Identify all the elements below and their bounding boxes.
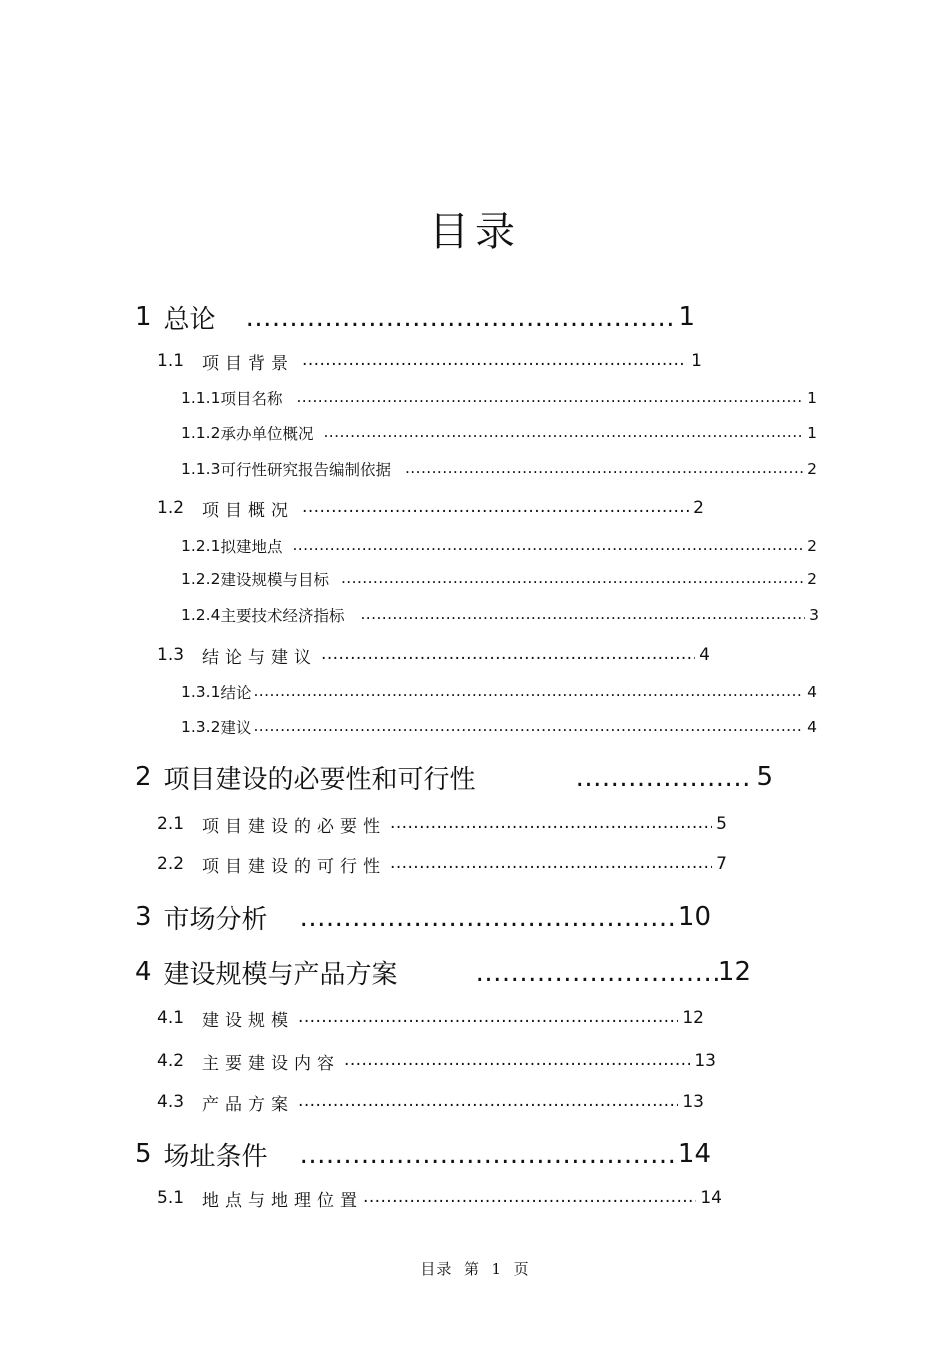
toc-entry[interactable]: [157, 642, 710, 668]
toc-page: 14: [677, 1139, 711, 1169]
toc-leader: [298, 1009, 678, 1027]
toc-number: 1.1: [157, 351, 185, 371]
toc-label: 承办单位概况: [220, 425, 314, 443]
toc-label: 市场分析: [163, 904, 268, 935]
toc-label: 结论与建议: [202, 647, 318, 668]
toc-page: 3: [809, 606, 819, 624]
toc-label: 建设规模: [202, 1010, 295, 1031]
toc-entry[interactable]: [135, 952, 751, 992]
toc-page: 2: [807, 570, 817, 588]
toc-number: 4.3: [157, 1092, 185, 1112]
toc-leader: [321, 646, 695, 664]
toc-page: 12: [682, 1008, 704, 1028]
toc-entry[interactable]: [135, 297, 695, 337]
toc-leader: [253, 684, 803, 700]
toc-number: 4.2: [157, 1051, 185, 1071]
toc-entry[interactable]: [135, 897, 711, 937]
toc-page: 4: [807, 718, 817, 736]
toc-leader: [296, 390, 803, 406]
toc-number: 3: [135, 902, 152, 932]
toc-number: 1.3.2: [181, 718, 221, 736]
toc-entry[interactable]: [157, 1048, 716, 1074]
page-title: 目录: [429, 209, 521, 255]
toc-entry[interactable]: [157, 1005, 704, 1031]
toc-page: 13: [682, 1092, 704, 1112]
toc-number: 1.1.1: [181, 389, 221, 407]
toc-number: 1.1.3: [181, 460, 221, 478]
toc-entry[interactable]: [135, 757, 773, 797]
toc-number: 1.3: [157, 645, 185, 665]
toc-number: 1.2.1: [181, 537, 221, 555]
toc-number: 1.2.4: [181, 606, 221, 624]
toc-label: 产品方案: [202, 1094, 295, 1115]
toc-label: 项目背景: [202, 353, 295, 374]
toc-number: 1.2.2: [181, 570, 221, 588]
toc-leader: [360, 607, 805, 623]
toc-entry[interactable]: [181, 421, 817, 445]
toc-number: 1.3.1: [181, 683, 221, 701]
toc-label: 总论: [163, 304, 216, 335]
toc-number: 2.1: [157, 814, 185, 834]
toc-label: 建设规模与目标: [220, 571, 329, 589]
toc-number: 1: [135, 302, 152, 332]
toc-page: 2: [807, 460, 817, 478]
toc-label: 主要技术经济指标: [220, 607, 345, 625]
toc-leader: [390, 855, 712, 873]
toc-leader: [302, 499, 689, 517]
toc-number: 5.1: [157, 1188, 185, 1208]
toc-entry[interactable]: [157, 1089, 704, 1115]
toc-entry[interactable]: [157, 348, 702, 374]
toc-entry[interactable]: [181, 534, 817, 558]
toc-page: 5: [716, 814, 727, 834]
toc-label: 项目建设的可行性: [202, 856, 387, 877]
toc-entry[interactable]: [181, 603, 819, 627]
toc-number: 1.1.2: [181, 424, 221, 442]
toc-leader: [476, 956, 718, 988]
toc-label: 项目建设的必要性: [202, 816, 387, 837]
toc-number: 1.2: [157, 498, 185, 518]
toc-label: 建议: [220, 719, 252, 737]
toc-entry[interactable]: [157, 811, 727, 837]
toc-page: 10: [677, 902, 711, 932]
toc-leader: [292, 538, 803, 554]
toc-label: 项目名称: [220, 390, 283, 408]
toc-entry[interactable]: [181, 715, 817, 739]
toc-label: 拟建地点: [220, 538, 283, 556]
toc-label: 结论: [220, 684, 252, 702]
toc-entry[interactable]: [135, 1134, 711, 1174]
toc-label: 主要建设内容: [202, 1053, 341, 1074]
toc-label: 地点与地理位置: [202, 1190, 364, 1211]
toc-leader: [302, 352, 687, 370]
toc-page: 12: [717, 957, 751, 987]
toc-page: 4: [699, 645, 710, 665]
toc-leader: [300, 901, 678, 933]
toc-page: 1: [807, 389, 817, 407]
toc-leader: [390, 815, 712, 833]
toc-leader: [253, 719, 803, 735]
toc-label: 项目概况: [202, 500, 295, 521]
toc-entry[interactable]: [157, 495, 704, 521]
toc-leader: [341, 571, 803, 587]
toc-page: 7: [716, 854, 727, 874]
toc-leader: [576, 761, 751, 793]
toc-number: 2.2: [157, 854, 185, 874]
toc-entry[interactable]: [157, 1185, 722, 1211]
toc-label: 可行性研究报告编制依据: [220, 461, 391, 479]
toc-label: 场址条件: [163, 1141, 268, 1172]
toc-number: 5: [135, 1139, 152, 1169]
toc-page: 1: [807, 424, 817, 442]
toc-leader: [300, 1138, 678, 1170]
toc-leader: [246, 301, 673, 333]
toc-number: 4.1: [157, 1008, 185, 1028]
toc-entry[interactable]: [181, 680, 817, 704]
toc-leader: [363, 1189, 696, 1207]
toc-label: 项目建设的必要性和可行性: [163, 764, 476, 795]
page-footer: 目录 第 1 页: [420, 1260, 530, 1278]
toc-leader: [344, 1052, 690, 1070]
toc-label: 建设规模与产品方案: [163, 959, 398, 990]
toc-number: 4: [135, 957, 152, 987]
toc-page: 2: [693, 498, 704, 518]
toc-page: 1: [691, 351, 702, 371]
toc-page: 14: [700, 1188, 722, 1208]
toc-leader: [405, 461, 803, 477]
toc-entry[interactable]: [181, 567, 817, 591]
toc-page: 13: [694, 1051, 716, 1071]
toc-entry[interactable]: [157, 851, 727, 877]
toc-page: 1: [678, 302, 695, 332]
toc-number: 2: [135, 762, 152, 792]
toc-leader: [323, 425, 803, 441]
toc-leader: [298, 1093, 678, 1111]
toc-page: 5: [756, 762, 773, 792]
toc-page: 4: [807, 683, 817, 701]
toc-entry[interactable]: [181, 386, 817, 410]
toc-entry[interactable]: [181, 457, 817, 481]
toc-page: 2: [807, 537, 817, 555]
